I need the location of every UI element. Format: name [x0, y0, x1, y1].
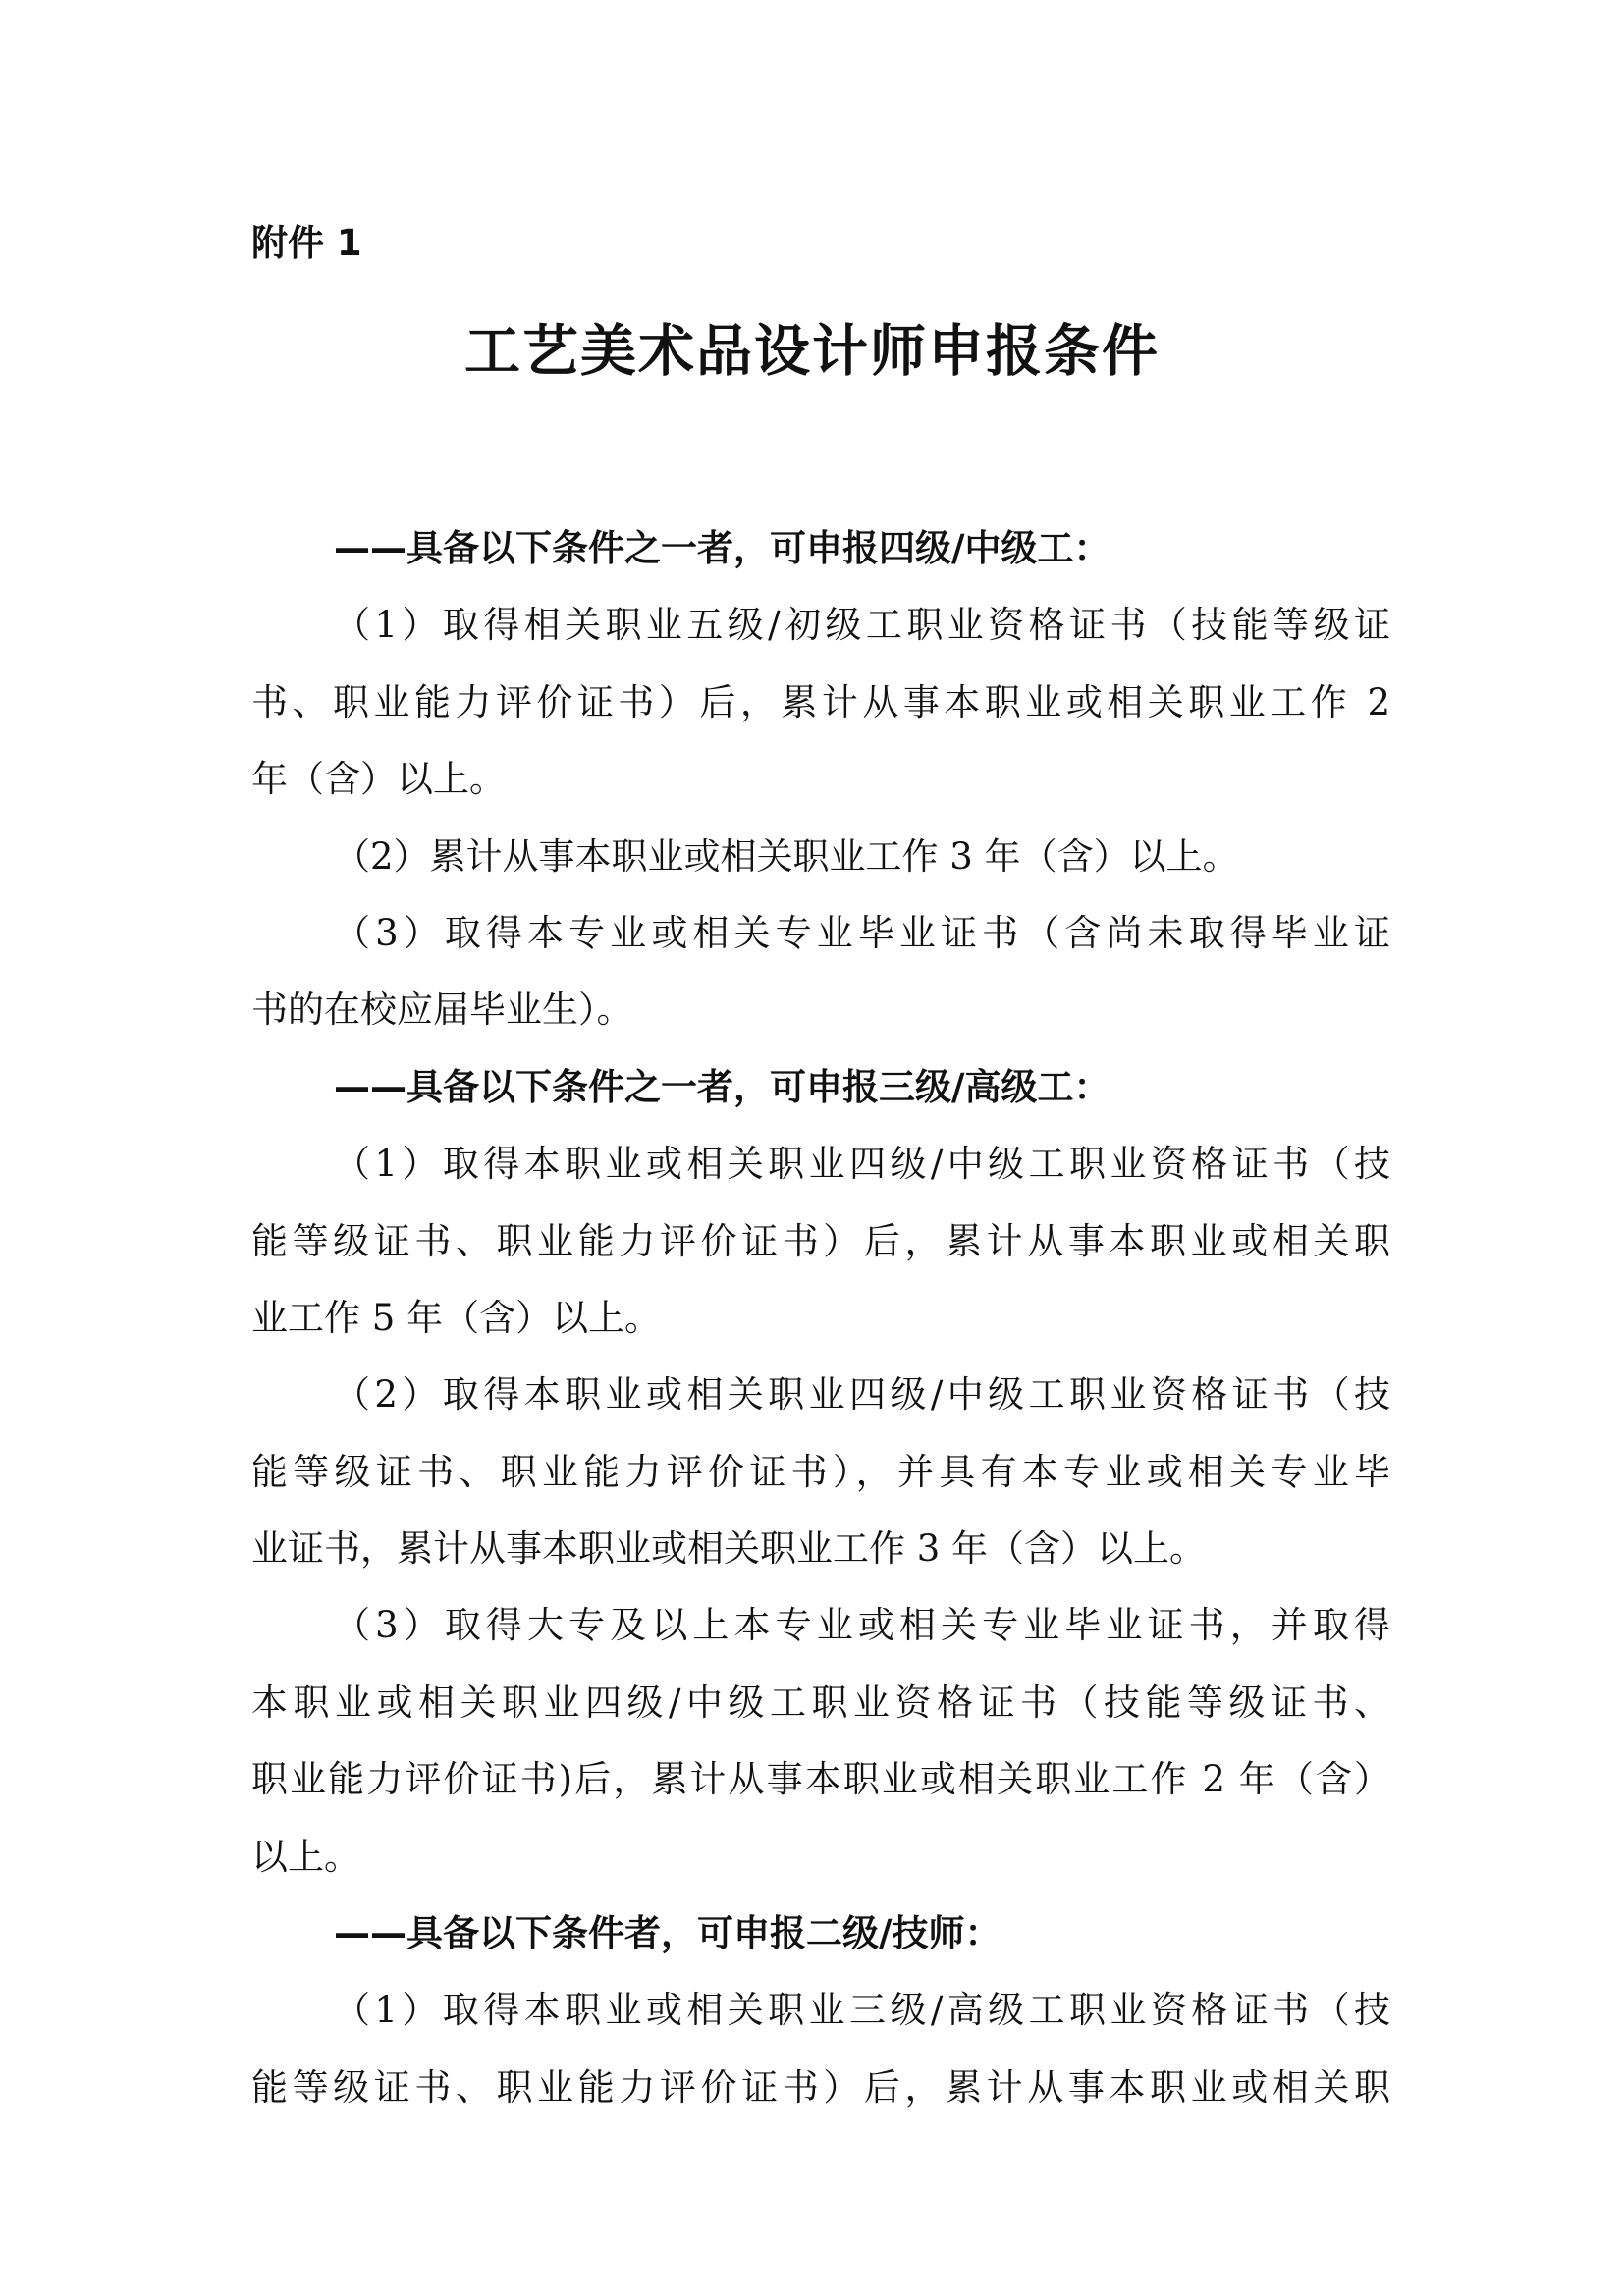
- body-text-line: （3）取得大专及以上本专业或相关专业毕业证书，并取得: [334, 1604, 1390, 1647]
- section-heading: ——具备以下条件之一者，可申报四级/中级工：: [334, 527, 1110, 569]
- body-text-line: 年（含）以上。: [251, 758, 506, 801]
- body-text-line: 能等级证书、职业能力评价证书），并具有本专业或相关专业毕: [251, 1450, 1390, 1493]
- body-text-line: （1）取得本职业或相关职业四级/中级工职业资格证书（技: [334, 1143, 1390, 1186]
- section-heading: ——具备以下条件之一者，可申报三级/高级工：: [334, 1065, 1110, 1108]
- body-text-line: 以上。: [251, 1835, 360, 1878]
- body-text-line: （1）取得本职业或相关职业三级/高级工职业资格证书（技: [334, 1989, 1390, 2032]
- body-text-line: （2）取得本职业或相关职业四级/中级工职业资格证书（技: [334, 1373, 1390, 1416]
- section-heading: ——具备以下条件者，可申报二级/技师：: [334, 1912, 1001, 1955]
- body-text-line: （2）累计从事本职业或相关职业工作 3 年（含）以上。: [334, 834, 1239, 878]
- body-text-line: 业工作 5 年（含）以上。: [251, 1296, 662, 1339]
- body-text-line: 业证书，累计从事本职业或相关职业工作 3 年（含）以上。: [251, 1527, 1207, 1571]
- body-text-line: 书的在校应届毕业生）。: [251, 988, 633, 1032]
- body-text-line: （3）取得本专业或相关专业毕业证书（含尚未取得毕业证: [334, 911, 1390, 954]
- document-title: 工艺美术品设计师申报条件: [464, 318, 1160, 384]
- body-text-line: 本职业或相关职业四级/中级工职业资格证书（技能等级证书、: [251, 1681, 1390, 1724]
- body-text-line: 能等级证书、职业能力评价证书）后，累计从事本职业或相关职: [251, 2065, 1390, 2109]
- body-text-line: 职业能力评价证书)后，累计从事本职业或相关职业工作 2 年（含）: [251, 1758, 1390, 1801]
- attachment-label: 附件 1: [251, 222, 362, 264]
- body-text-line: 书、职业能力评价证书）后，累计从事本职业或相关职业工作 2: [251, 680, 1390, 723]
- body-text-line: 能等级证书、职业能力评价证书）后，累计从事本职业或相关职: [251, 1219, 1390, 1262]
- document-body: [251, 510, 1390, 2126]
- body-text-line: （1）取得相关职业五级/初级工职业资格证书（技能等级证: [334, 604, 1390, 647]
